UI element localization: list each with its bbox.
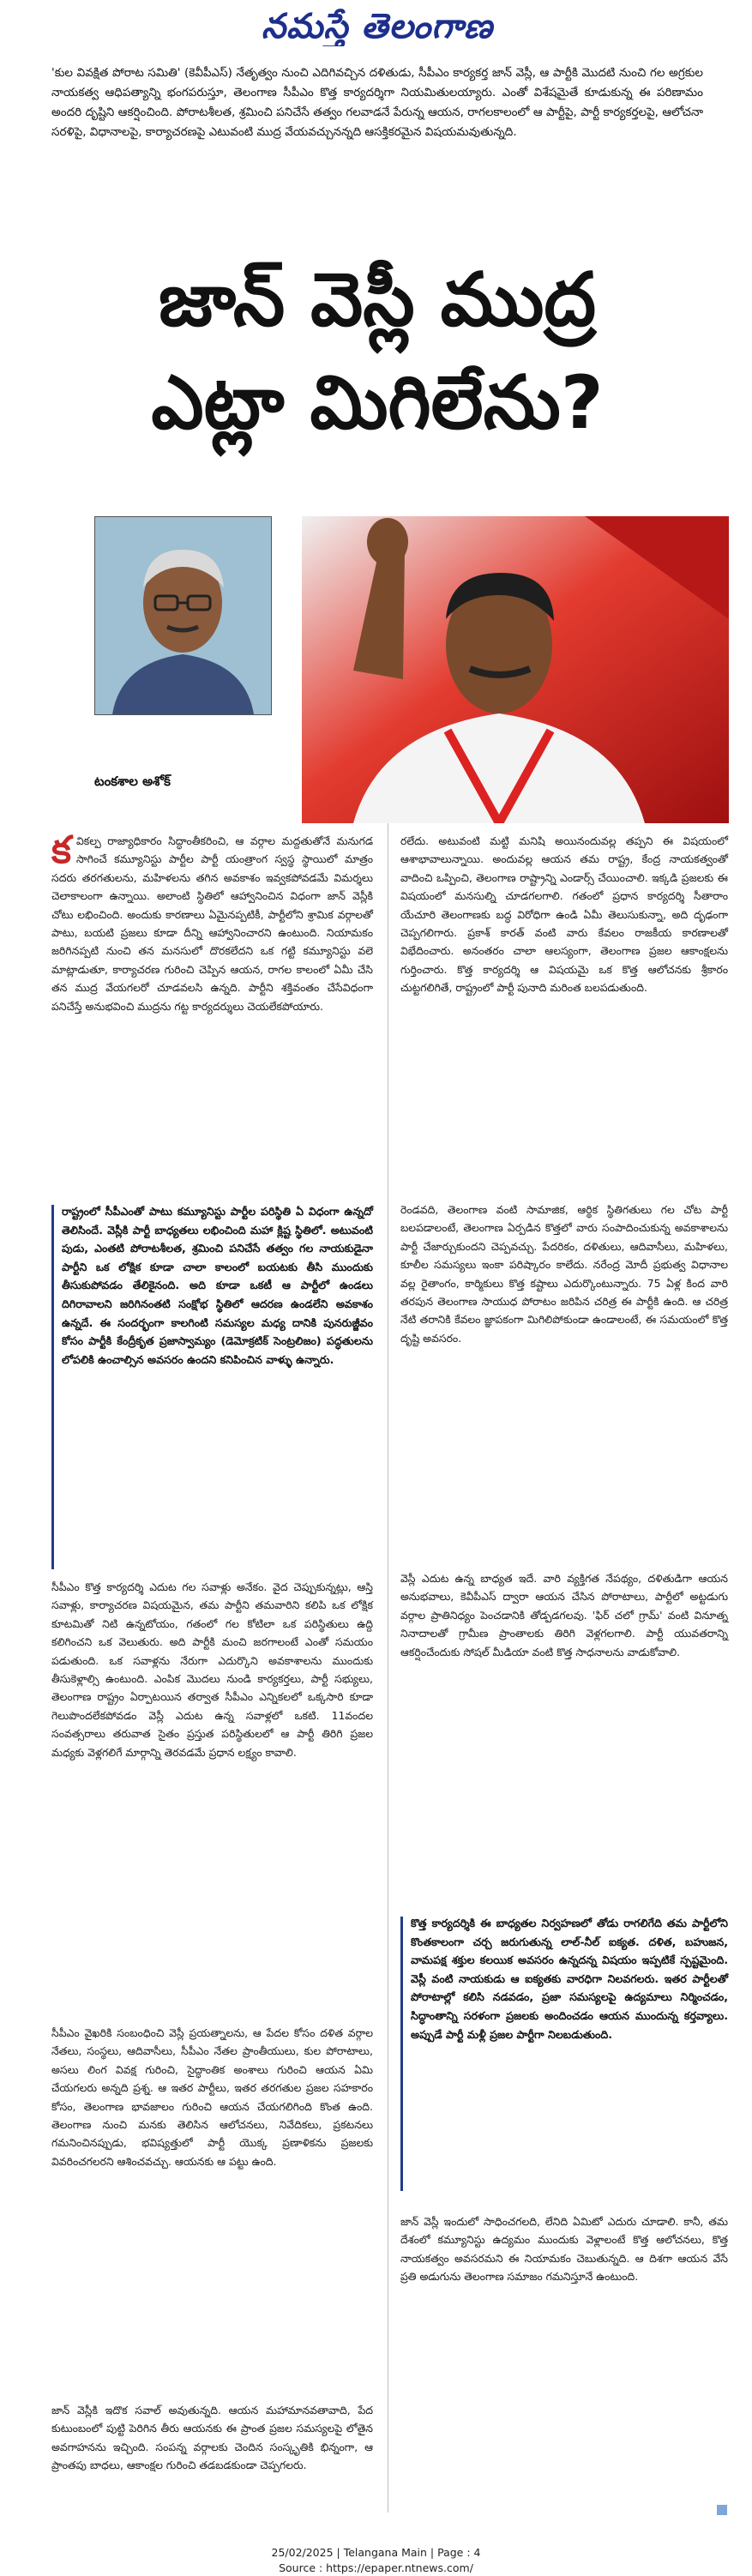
main-photo (302, 516, 729, 823)
left-column-p1 (51, 828, 373, 1192)
footer-date-page: 25/02/2025 | Telangana Main | Page : 4 (271, 2546, 481, 2559)
right-column-p4: జాన్ వెస్లీ ఇందులో సాధించగలది, లేనిది ఏమిటో ఎదురు చూడాలి. కానీ, తమ దేశంలో కమ్యూనిస్టు ఉద్యమం ముందుకు వెళ్లాలంటే కొత్త ఆలోచనలు, కొత్త నాయకత్వం అవసరమని ఈ నియామకం చెబుతున్నది. ఆ దిశగా ఆయన వేసే ప్రతి అడుగును తెలంగాణ సమాజం గమనిస్తూనే ఉంటుంది. (400, 2215, 728, 2284)
footer-source-link[interactable]: Source : https://epaper.ntnews.com/ (279, 2561, 473, 2574)
headline-line-1: జాన్ వెస్లీ ముద్ర (158, 257, 597, 343)
headline-line-2: ఎట్లా మిగిలేను? (151, 360, 604, 446)
dropcap: క (51, 828, 71, 872)
author-portrait-illustration (95, 517, 271, 714)
left-column-p4: జాన్ వెస్లీకి ఇదొక సవాల్ అవుతున్నది. ఆయన మహామానవతావాది, పేద కుటుంబంలో పుట్టి పెరిగిన తీరు ఆయనకు ఈ ప్రాంత ప్రజల సమస్యలపై లోతైన అవగాహనను ఇచ్చింది. సంపన్న వర్గాలకు చెందిన సంస్కృతికి భిన్నంగా, ఆ ప్రాంతపు బాధలు, ఆకాంక్షల గురించి తడబడకుండా చెప్పగలరు. (51, 2404, 373, 2472)
footer (0, 2545, 752, 2576)
right-column-p2: రెండవది, తెలంగాణ వంటి సామాజిక, ఆర్థిక స్థితిగతులు గల చోట పార్టీ బలపడాలంటే, తెలంగాణ ఏర్పడిన కొత్తలో వారు సంపాదించుకున్న అవకాశాలను పార్టీ చేజార్చుకుందని చెప్పవచ్చు. పేదరికం, దళితులు, ఆదివాసీలు, మహిళలు, కూలీల సమస్యలు ఇంకా పరిష్కారం కాలేదు. నరేంద్ర మోదీ ప్రభుత్వ విధానాల వల్ల రైతాంగం, కార్మికులు కొత్త కష్టాలు ఎదుర్కొంటున్నారు. 75 ఏళ్ల కింద వారి తరపున తెలంగాణ సాయుధ పోరాటం జరిపిన చరిత్ర ఈ పార్టీకి ఉంది. ఆ చరిత్ర నేటి తరానికి కేవలం జ్ఞాపకంగా మిగిలిపోకుండా ఉండాలంటే, ఈ సమయంలో కొత్త దృష్టి అవసరం. (400, 1203, 728, 1345)
masthead-title: నమస్తే తెలంగాణ (261, 7, 494, 46)
main-photo-illustration (302, 516, 729, 823)
left-box-accent-bar (51, 1205, 54, 1569)
lead-paragraph: 'కుల వివక్షిత పోరాట సమితి' (కెవీపీఎస్) నేతృత్వం నుంచి ఎదిగివచ్చిన దళితుడు, సీపీఎం కార్యకర్త జాన్ వెస్లీ, ఆ పార్టీకి మొదటి నుంచి గల అగ్రకుల నాయకత్వ ఆధిపత్యాన్ని భంగపరుస్తూ, తెలంగాణ సీపీఎం కొత్త కార్యదర్శిగా నియమితులయ్యారు. ఎంతో విశేషమైతే కూడుకున్న ఈ పరిణామం అందరి దృష్టిని ఆకర్షించింది. పోరాటశీలత, శ్రమించి పనిచేసే తత్వం గలవాడనే పేరున్న ఆయన, రాగలకాలంలో ఆ పార్టీపై, పార్టీ కార్యకర్తలపై, ఆలోచనా సరళిపై, విధానాలపై, కార్యాచరణపై ఎటువంటి ముద్ర వేయవచ్చునన్నది ఆసక్తికరమైన విషయమవుతున్నది. (51, 66, 703, 139)
right-column-p3: వెస్లీ ఎదుట ఉన్న బాధ్యత ఇదే. వారి వ్యక్తిగత నేపథ్యం, దళితుడిగా ఆయన అనుభవాలు, కెవీపీఎస్ ద్వారా ఆయన చేసిన పోరాటాలు, పార్టీలో అట్టడుగు వర్గాల ప్రాతినిధ్యం పెంచడానికి తోడ్పడగలవు. 'ఫిర్ చలో గ్రామ్' వంటి వినూత్న నినాదాలతో గ్రామీణ ప్రాంతాలకు తిరిగి వెళ్లగలగాలి. పార్టీ యువతరాన్ని ఆకర్షించేందుకు సోషల్ మీడియా వంటి కొత్త సాధనాలను వాడుకోవాలి. (400, 1572, 728, 1658)
left-p1-text: వికల్ప రాజ్యాధికారం సిద్ధాంతీకరించి, ఆ వర్గాల మద్దతుతోనే మనుగడ సాగించే కమ్యూనిస్టు పార్టీల పార్టీ యంత్రాంగ స్వస్థ స్థాయిలో మాత్రం సదరు తరగతులను, మహిళలను తగిన అవకాశం ఇవ్వకపోవడమే విమర్శలు చెలాకాలంగా ఉన్నాయి. అలాంటి స్థితిలో ఆహ్వానించిన విధంగా జాన్ వెస్లీకి చోటు లభించింది. అందుకు కారణాలు ఏమైనప్పటికీ, పార్టీలోని శ్రామిక వర్గాలతో పాటు, బయటి ప్రజలు కూడా దీన్ని ఆహ్వానించారని ఉంటుంది. నియామకం జరిగినప్పటి నుంచి తన మనసులో దొరకలేదని ఒక గట్టి కమ్యూనిస్టు వలె మాట్లాడుతూ, కార్యాచరణ గురించి చెప్పిన ఆయన, రాగల కాలంలో ఏమీ చేసి తన ముద్ర వేయగలరో చూడవలసి ఉన్నది. పార్టీని శక్తివంతం చేసేవిధంగా పనిచేస్తే అనుభవించి ముద్రను గట్ట కార్యదర్శులు చెయలేకపోయారు. (51, 834, 373, 1013)
masthead (0, 0, 752, 51)
right-box-accent-bar (400, 1917, 403, 2191)
left-column-p2: సీపీఎం కొత్త కార్యదర్శి ఎదుట గల సవాళ్లు అనేకం. వైద చెప్పుకున్నట్లు, ఆస్తి సవాళ్లు, కార్యాచరణ విషయమైన, తమ పార్టీని తమవారిని కలిపి ఒక లోక్షిక కూటమితో నిటి ఉన్నటోయం, గతంలో గల కోటిలా ఒక పరిస్థితులు ఉద్ది కలిగించని ఒక వెలుతురు. అది పార్టీకి మంచి జరగాలంటే ఎంతో సమయం పడుతుంది. ఒక సవాళ్లను నేరుగా ఎదుర్కొని అవకాశాలను ముందుకు తీసుకెళ్లాల్సి ఉంటుంది. ఎంపిక మొదలు నుండి కార్యకర్తలు, పార్టీ సభ్యులు, తెలంగాణ రాష్ట్రం ఏర్పాటయిన తర్వాత సీపీఎం ఎన్నికలలో ఒక్కసారి కూడా గెలుపొందలేకపోవడం వెస్లీ ఎదుట ఉన్న సవాళ్లలో ఒకటి. 11వందల సంవత్సరాలు తరువాత సైతం ప్రస్తుత పరిస్థితులలో ఆ పార్టీ తిరిగి ప్రజల మధ్యకు వెళ్లగలిగే మార్గాన్ని తెరవడమే ప్రధాన లక్ష్యం కావాలి. (51, 1580, 373, 1759)
right-column-p1: రలేదు. అటువంటి మట్టి మనిషి అయినందువల్ల తప్పని ఈ విషయంలో ఆశాభావాలున్నాయి. అందువల్ల ఆయన తమ రాష్ట్ర, కేంద్ర నాయకత్వంతో వాదించి ఒప్పించి, తెలంగాణ రాష్ట్రాన్ని ఎండార్స్ చేయించాలి. ఇక్కడి ప్రజలకు ఈ విషయంలో మనసుల్ని చూడగలగాలి. గతంలో ప్రధాన కార్యదర్శి సీతారాం యేచూరి తెలంగాణకు బద్ధ విరోధిగా ఉండి ఏమీ తెలుసుకున్నా, అది దృఢంగా చెప్పగలిగారు. ప్రకాశ్ కారత్ వంటి వారు కేవలం రాజకీయ కారణాలతో విభేదించారు. అనంతరం చాలా ఆలస్యంగా, తెలంగాణ ప్రజల ఆకాంక్షలను గుర్తించారు. కొత్త కార్యదర్శి ఆ విషయమై ఒక కొత్త ఆలోచనకు శ్రీకారం చుట్టగలిగితే, రాష్ట్రంలో పార్టీ పునాది మరింత బలపడుతుంది. (400, 834, 728, 995)
author-photo (94, 516, 272, 715)
end-mark (717, 2505, 727, 2515)
right-highlight-box: కొత్త కార్యదర్శికి ఈ బాధ్యతల నిర్వహణలో తోడు రాగలిగేది తమ పార్టీలోని కొంతకాలంగా చర్చ జరుగుతున్న లాల్-నీల్ ఐక్యత. దళిత, బహుజన, వామపక్ష శక్తుల కలయిక అవసరం ఉన్నదన్న విషయం ఇప్పటికే స్పష్టమైంది. వెస్లీ వంటి నాయకుడు ఆ ఐక్యతకు వారధిగా నిలవగలరు. ఇతర పార్టీలతో పోరాటాల్లో కలిసి నడవడం, ప్రజా సమస్యలపై ఉద్యమాలు నిర్మించడం, సిద్ధాంతాన్ని సరళంగా ప్రజలకు అందించడం ఆయన ముందున్న కర్తవ్యాలు. అప్పుడే పార్టీ మళ్లీ ప్రజల పార్టీగా నిలబడుతుంది. (411, 1917, 728, 2041)
left-highlight-box: రాష్ట్రంలో సీపీఎంతో పాటు కమ్యూనిస్టు పార్టీల పరిస్థితి ఏ విధంగా ఉన్నదో తెలిసిందే. వెస్లీకి పార్టీ బాధ్యతలు లభించింది మహా క్లిష్ట స్థితిలో. అటువంటి పుడు, ఎంతటి పోరాటశీలత, శ్రమించి పనిచేసే తత్వం గల నాయకుడైనా పార్టీని ఒక లోక్షిక కూడా చాలా కాలంలో బయటకు తీసి ముందుకు తీసుకుపోవడం తేలికైనంది. అది కూడా ఒకటీ ఆ పార్టీలో ఉండలు దిగిరావాలని జరిగినంతటి సంక్షోభ స్థితిలో ఆదరణ ఉండలేని అవకాశం ఉన్నదే. ఈ సందర్భంగా కాలగింటి సమస్యల మధ్య దానికి పునరుజ్జీవం కోసం పార్టీకి కేంద్రీకృత ప్రజాస్వామ్యం (డెమోక్రటిక్ సెంట్రలిజం) పద్ధతులను లోపలికి ఉంచాల్సిన అవసరం ఉందని కనిపించిన వాళ్ళు ఉన్నారు. (62, 1205, 373, 1366)
byline: టంకశాల అశోక్ (94, 773, 171, 789)
left-column-p3: సీపీఎం వైఖరికి సంబంధించి వెస్లీ ప్రయత్నాలను, ఆ పేదల కోసం దళిత వర్గాల నేతలు, సంస్థలు, ఆదివాసీలు, సీపీఎం నేతల ప్రాంతీయులు, కుల పోరాటాలు, అసలు లింగ వివక్ష గురించి, సైద్ధాంతిక అంశాలు గురించి ఆయన ఏమి చేయగలరు అన్నది ప్రశ్న. ఆ ఇతర పార్టీలు, ఇతర తరగతుల ప్రజల సహకారం కోసం, తెలంగాణ భావజాలం గురించి ఆయన చేయగలిగింది కొంత ఉంది. తెలంగాణ నుంచి మనకు తెలిసిన ఆలోచనలు, నివేదికలు, ప్రకటనలు గమనించినప్పుడు, భవిష్యత్తులో పార్టీ యొక్క ప్రణాళికను ప్రజలకు వివరించగలరని ఆశించవచ్చు. ఆయనకు ఆ పట్టు ఉంది. (51, 2026, 373, 2168)
